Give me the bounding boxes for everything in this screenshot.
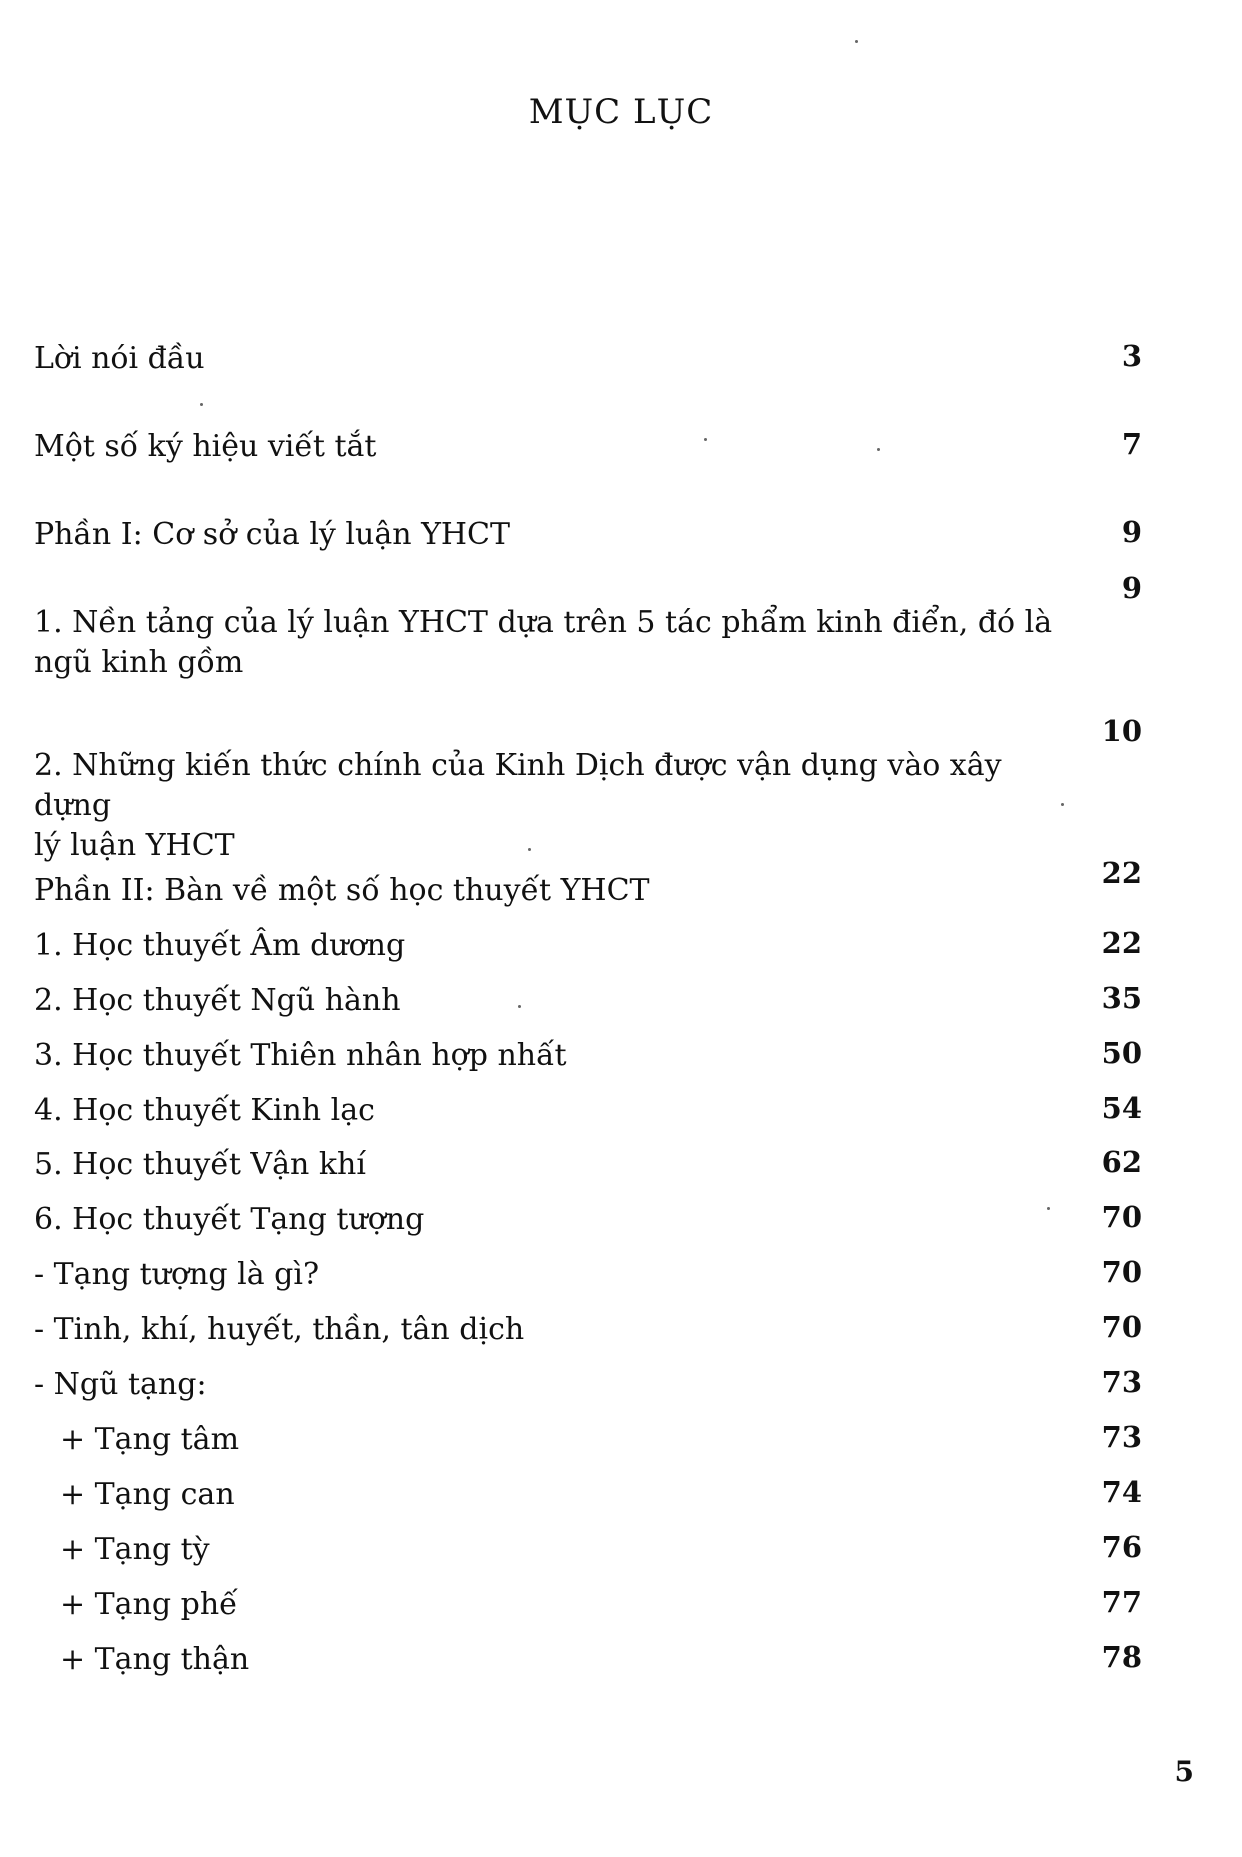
toc-page-number: 78 xyxy=(1101,1640,1142,1674)
toc-page-number: 22 xyxy=(1101,856,1142,890)
toc-page-number: 74 xyxy=(1101,1475,1142,1509)
scan-speck xyxy=(704,438,707,441)
toc-entry-tang-can[interactable]: + Tạng can xyxy=(60,1477,235,1512)
scan-speck xyxy=(855,40,858,43)
toc-page-number: 62 xyxy=(1101,1145,1142,1179)
toc-entry-tang-tuong-la-gi[interactable]: - Tạng tượng là gì? xyxy=(34,1257,320,1292)
toc-entry-part-1-sec-1[interactable] xyxy=(34,603,1064,683)
toc-entry-line: ngũ kinh gồm xyxy=(34,645,244,680)
toc-entry-ngu-tang[interactable]: - Ngũ tạng: xyxy=(34,1367,207,1402)
toc-page-number: 73 xyxy=(1101,1420,1142,1454)
toc-page-number: 70 xyxy=(1101,1200,1142,1234)
toc-entry-tang-tuong[interactable]: 6. Học thuyết Tạng tượng xyxy=(34,1202,425,1237)
toc-entry-kinh-lac[interactable]: 4. Học thuyết Kinh lạc xyxy=(34,1093,375,1128)
toc-entry-part-1[interactable]: Phần I: Cơ sở của lý luận YHCT xyxy=(34,517,511,552)
toc-entry-tang-phe[interactable]: + Tạng phế xyxy=(60,1587,238,1622)
toc-entry-tang-tam[interactable]: + Tạng tâm xyxy=(60,1422,240,1457)
toc-page-number: 9 xyxy=(1121,571,1142,605)
toc-entry-tinh-khi[interactable]: - Tinh, khí, huyết, thần, tân dịch xyxy=(34,1312,525,1347)
toc-entry-part-2[interactable]: Phần II: Bàn về một số học thuyết YHCT xyxy=(34,873,650,908)
toc-page-number: 76 xyxy=(1101,1530,1142,1564)
toc-entry-line: 1. Nền tảng của lý luận YHCT dựa trên 5 tác phẩm kinh điển, đó là xyxy=(34,605,1053,640)
toc-page-number: 7 xyxy=(1121,427,1142,461)
toc-entry-tang-ty[interactable]: + Tạng tỳ xyxy=(60,1532,210,1567)
toc-page-number: 35 xyxy=(1101,981,1142,1015)
toc-entry-van-khi[interactable]: 5. Học thuyết Vận khí xyxy=(34,1147,366,1182)
scan-speck xyxy=(1061,803,1064,806)
toc-entry-abbreviations[interactable]: Một số ký hiệu viết tắt xyxy=(34,429,377,464)
toc-entry-am-duong[interactable]: 1. Học thuyết Âm dương xyxy=(34,928,406,963)
toc-entry-line: 2. Những kiến thức chính của Kinh Dịch được vận dụng vào xây dựng xyxy=(34,748,1002,823)
scan-speck xyxy=(518,1005,521,1008)
toc-page-number: 70 xyxy=(1101,1310,1142,1344)
toc-page-number: 9 xyxy=(1121,515,1142,549)
toc-entry-foreword[interactable]: Lời nói đầu xyxy=(34,341,205,376)
toc-page-number: 70 xyxy=(1101,1255,1142,1289)
toc-entry-ngu-hanh[interactable]: 2. Học thuyết Ngũ hành xyxy=(34,983,401,1018)
scan-speck xyxy=(528,848,531,851)
scan-speck xyxy=(200,403,203,406)
footer-page-number: 5 xyxy=(1174,1755,1194,1788)
toc-entry-line: lý luận YHCT xyxy=(34,828,235,863)
scan-speck xyxy=(1047,1207,1050,1210)
toc-page-number: 22 xyxy=(1101,926,1142,960)
toc-entry-tang-than[interactable]: + Tạng thận xyxy=(60,1642,250,1677)
scan-speck xyxy=(877,448,880,451)
toc-entry-thien-nhan[interactable]: 3. Học thuyết Thiên nhân hợp nhất xyxy=(34,1038,567,1073)
toc-page-number: 54 xyxy=(1101,1091,1142,1125)
toc-page-number: 3 xyxy=(1121,339,1142,373)
toc-entry-part-1-sec-2[interactable] xyxy=(34,746,1064,866)
toc-page-number: 50 xyxy=(1101,1036,1142,1070)
toc-page-number: 73 xyxy=(1101,1365,1142,1399)
toc-page-number: 10 xyxy=(1101,714,1142,748)
page-title: MỤC LỤC xyxy=(528,92,714,132)
toc-page-number: 77 xyxy=(1101,1585,1142,1619)
